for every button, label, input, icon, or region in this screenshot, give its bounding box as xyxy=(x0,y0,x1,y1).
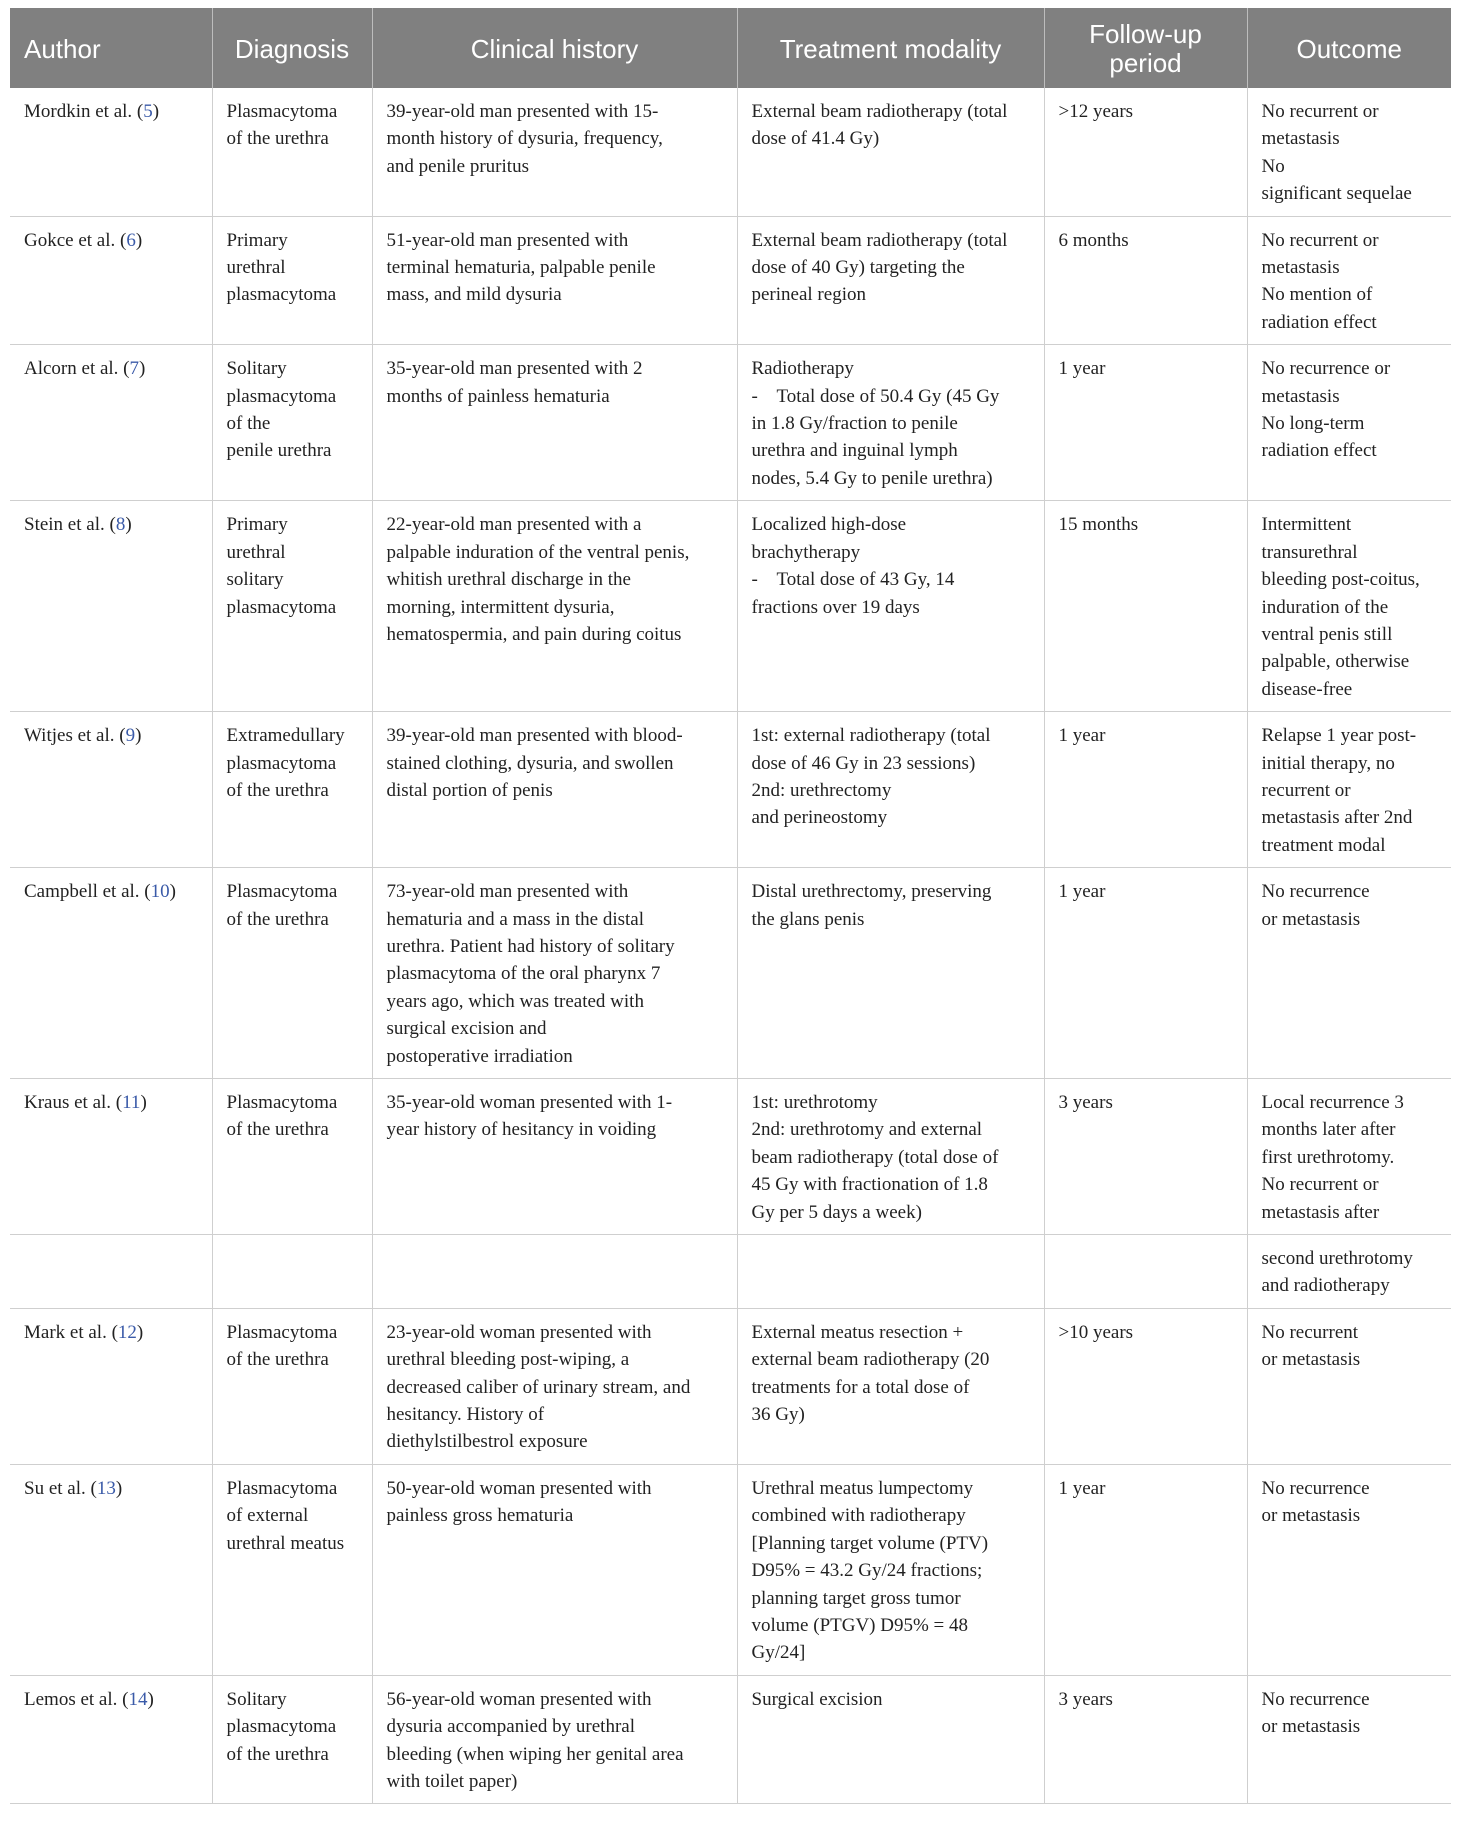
outcome-line: metastasis after 2nd xyxy=(1261,807,1413,829)
treatment-modality-line: 36 Gy) xyxy=(751,1404,805,1426)
reference-close-paren: ) xyxy=(147,1688,154,1710)
treatment-modality-line: and perineostomy xyxy=(751,807,888,829)
treatment-modality-line: D95% = 43.2 Gy/24 fractions; xyxy=(751,1560,983,1582)
author-name: Witjes et al. ( xyxy=(24,725,126,747)
diagnosis-line: of the urethra xyxy=(226,908,329,930)
diagnosis-line: plasmacytoma xyxy=(226,385,337,407)
outcome-line: Local recurrence 3 xyxy=(1261,1092,1404,1113)
treatment-modality-line: planning target gross tumor xyxy=(751,1587,961,1609)
cell-diagnosis xyxy=(212,345,372,501)
reference-close-paren: ) xyxy=(152,101,160,122)
cell-follow-up-period xyxy=(1044,88,1247,216)
outcome-line: second urethrotomy xyxy=(1261,1248,1413,1270)
treatment-modality-line: - Total dose of 43 Gy, 14 xyxy=(751,569,955,591)
diagnosis-line: Plasmacytoma xyxy=(226,1321,338,1343)
treatment-modality-line: nodes, 5.4 Gy to penile urethra) xyxy=(751,467,993,489)
diagnosis-line: of the urethra xyxy=(226,1349,329,1371)
follow-up-period-line: 3 years xyxy=(1058,1092,1113,1113)
cell-follow-up-period xyxy=(1044,1308,1247,1464)
treatment-modality-line: [Planning target volume (PTV) xyxy=(751,1532,989,1554)
cell-diagnosis xyxy=(212,712,372,868)
treatment-modality-line: the glans penis xyxy=(751,908,865,930)
clinical-history-line: urethral bleeding post-wiping, a xyxy=(386,1349,630,1371)
outcome-line: Intermittent xyxy=(1261,514,1352,536)
cell-diagnosis xyxy=(212,868,372,1079)
treatment-modality-line: 1st: urethrotomy xyxy=(751,1092,878,1113)
cell-outcome xyxy=(1247,88,1451,216)
diagnosis-line: plasmacytoma xyxy=(226,1716,337,1738)
outcome-line: No mention of xyxy=(1261,284,1373,306)
treatment-modality-line: combined with radiotherapy xyxy=(751,1505,966,1527)
clinical-history-line: 35-year-old man presented with 2 xyxy=(386,358,643,380)
cell-diagnosis xyxy=(212,1079,372,1235)
reference-link[interactable]: 8 xyxy=(115,514,126,536)
cell-treatment-modality xyxy=(737,216,1044,345)
outcome-line: Relapse 1 year post- xyxy=(1261,725,1417,747)
author-name: Stein et al. ( xyxy=(24,514,116,536)
clinical-history-line: hematospermia, and pain during coitus xyxy=(386,623,682,645)
reference-close-paren: ) xyxy=(115,1477,123,1499)
treatment-modality-line: 2nd: urethrotomy and external xyxy=(751,1119,983,1141)
table-row xyxy=(10,345,1451,501)
cell-author xyxy=(10,216,212,345)
outcome-line: bleeding post-coitus, xyxy=(1261,569,1420,591)
treatment-modality-line: volume (PTGV) D95% = 48 xyxy=(751,1614,969,1636)
diagnosis-line: of external xyxy=(226,1505,309,1527)
diagnosis-line: of the urethra xyxy=(226,1119,329,1141)
cell-outcome xyxy=(1247,1675,1451,1804)
cell-diagnosis xyxy=(212,88,372,216)
treatment-modality-line: dose of 40 Gy) targeting the xyxy=(751,257,965,279)
treatment-modality-line: urethra and inguinal lymph xyxy=(751,440,958,462)
clinical-history-line: stained clothing, dysuria, and swollen xyxy=(386,752,674,774)
clinical-history-line: hesitancy. History of xyxy=(386,1404,545,1426)
reference-link[interactable]: 5 xyxy=(143,101,153,122)
treatment-modality-line: External beam radiotherapy (total xyxy=(751,101,1008,122)
clinical-history-line: morning, intermittent dysuria, xyxy=(386,596,615,618)
cell-author xyxy=(10,1308,212,1464)
outcome-line: metastasis xyxy=(1261,257,1340,279)
reference-link[interactable]: 13 xyxy=(96,1477,116,1499)
cell-treatment-modality xyxy=(737,712,1044,868)
cell-author xyxy=(10,88,212,216)
cell-outcome xyxy=(1247,345,1451,501)
column-header-author: Author xyxy=(10,8,212,88)
table-row xyxy=(10,216,1451,345)
table-row xyxy=(10,868,1451,1079)
column-header-outcome: Outcome xyxy=(1247,8,1451,88)
cell-clinical-history xyxy=(372,1235,737,1309)
diagnosis-line: plasmacytoma xyxy=(226,596,337,618)
author-name: Kraus et al. ( xyxy=(24,1092,123,1113)
clinical-history-line: 39-year-old man presented with blood- xyxy=(386,725,683,747)
clinical-history-line: distal portion of penis xyxy=(386,779,553,801)
outcome-line: induration of the xyxy=(1261,596,1389,618)
outcome-line: initial therapy, no xyxy=(1261,752,1395,774)
cell-outcome xyxy=(1247,868,1451,1079)
diagnosis-line: urethral meatus xyxy=(226,1532,345,1554)
diagnosis-line: of the urethra xyxy=(226,1743,329,1765)
cell-diagnosis xyxy=(212,1308,372,1464)
table-row xyxy=(10,1675,1451,1804)
clinical-history-line: hematuria and a mass in the distal xyxy=(386,908,644,930)
cell-clinical-history xyxy=(372,216,737,345)
treatment-modality-line: Urethral meatus lumpectomy xyxy=(751,1477,974,1499)
clinical-history-line: 51-year-old man presented with xyxy=(386,229,629,251)
clinical-history-line: months of painless hematuria xyxy=(386,385,610,407)
reference-close-paren: ) xyxy=(125,514,132,536)
outcome-line: No recurrent xyxy=(1261,1321,1359,1343)
outcome-line: recurrent or xyxy=(1261,779,1351,801)
cell-clinical-history xyxy=(372,88,737,216)
outcome-line: palpable, otherwise xyxy=(1261,651,1410,673)
clinical-history-line: 50-year-old woman presented with xyxy=(386,1477,652,1499)
cell-treatment-modality xyxy=(737,1464,1044,1675)
reference-close-paren: ) xyxy=(140,1092,147,1113)
treatment-modality-line: Distal urethrectomy, preserving xyxy=(751,881,992,903)
author-name: Mark et al. ( xyxy=(24,1321,118,1343)
treatment-modality-line: Localized high-dose xyxy=(751,514,907,536)
cell-author xyxy=(10,868,212,1079)
author-name: Alcorn et al. ( xyxy=(24,358,130,380)
diagnosis-line: Solitary xyxy=(226,358,287,380)
follow-up-period-line: 3 years xyxy=(1058,1688,1113,1710)
outcome-line: ventral penis still xyxy=(1261,623,1393,645)
outcome-line: or metastasis xyxy=(1261,1505,1361,1527)
outcome-line: or metastasis xyxy=(1261,908,1361,930)
clinical-history-line: mass, and mild dysuria xyxy=(386,284,562,306)
reference-link[interactable]: 9 xyxy=(125,725,136,747)
diagnosis-line: penile urethra xyxy=(226,440,332,462)
reference-link[interactable]: 12 xyxy=(117,1321,137,1343)
outcome-line: months later after xyxy=(1261,1119,1396,1141)
cell-clinical-history xyxy=(372,712,737,868)
cell-outcome xyxy=(1247,712,1451,868)
treatment-modality-line: 1st: external radiotherapy (total xyxy=(751,725,991,747)
column-header-clinical-history: Clinical history xyxy=(372,8,737,88)
diagnosis-line: plasmacytoma xyxy=(226,284,337,306)
table-body xyxy=(10,88,1451,1804)
cell-author xyxy=(10,345,212,501)
diagnosis-line: Primary xyxy=(226,514,288,536)
follow-up-period-line: 1 year xyxy=(1058,1477,1106,1499)
author-name: Gokce et al. ( xyxy=(24,229,127,251)
cell-treatment-modality xyxy=(737,88,1044,216)
treatment-modality-line: fractions over 19 days xyxy=(751,596,920,618)
diagnosis-line: Extramedullary xyxy=(226,725,345,747)
cell-diagnosis xyxy=(212,1464,372,1675)
table-row xyxy=(10,1464,1451,1675)
cell-follow-up-period xyxy=(1044,1675,1247,1804)
follow-up-period-line: >10 years xyxy=(1058,1321,1134,1343)
cell-follow-up-period xyxy=(1044,1464,1247,1675)
treatment-modality-line: in 1.8 Gy/fraction to penile xyxy=(751,413,958,435)
diagnosis-line: Plasmacytoma xyxy=(226,1092,338,1113)
clinical-history-line: diethylstilbestrol exposure xyxy=(386,1431,588,1453)
clinical-history-line: whitish urethral discharge in the xyxy=(386,569,631,591)
clinical-history-line: urethra. Patient had history of solitary xyxy=(386,935,675,957)
cell-outcome xyxy=(1247,501,1451,712)
follow-up-period-line: 1 year xyxy=(1058,725,1106,747)
treatment-modality-line: Gy/24] xyxy=(751,1642,806,1664)
diagnosis-line: Solitary xyxy=(226,1688,287,1710)
cell-treatment-modality xyxy=(737,868,1044,1079)
cell-author xyxy=(10,501,212,712)
cell-clinical-history xyxy=(372,501,737,712)
clinical-history-line: painless gross hematuria xyxy=(386,1505,574,1527)
clinical-history-line: with toilet paper) xyxy=(386,1770,518,1792)
cell-diagnosis xyxy=(212,216,372,345)
author-name: Campbell et al. ( xyxy=(24,881,151,903)
outcome-line: No recurrence xyxy=(1261,1688,1370,1710)
reference-link[interactable]: 10 xyxy=(150,881,170,903)
diagnosis-line: of the xyxy=(226,413,271,435)
clinical-history-line: 22-year-old man presented with a xyxy=(386,514,642,536)
cell-follow-up-period xyxy=(1044,868,1247,1079)
outcome-line: first urethrotomy. xyxy=(1261,1146,1395,1168)
treatment-modality-line: perineal region xyxy=(751,284,866,306)
cell-author xyxy=(10,1235,212,1309)
diagnosis-line: Plasmacytoma xyxy=(226,101,338,122)
reference-close-paren: ) xyxy=(135,725,142,747)
outcome-line: radiation effect xyxy=(1261,311,1377,333)
follow-up-period-line: 1 year xyxy=(1058,358,1106,380)
treatment-modality-line: treatments for a total dose of xyxy=(751,1376,970,1398)
reference-close-paren: ) xyxy=(135,229,143,251)
cell-clinical-history xyxy=(372,1308,737,1464)
cell-follow-up-period xyxy=(1044,501,1247,712)
reference-close-paren: ) xyxy=(136,1321,144,1343)
table-row xyxy=(10,501,1451,712)
treatment-modality-line: dose of 46 Gy in 23 sessions) xyxy=(751,752,976,774)
clinical-history-line: palpable induration of the ventral penis, xyxy=(386,541,690,563)
author-name: Mordkin et al. ( xyxy=(24,101,144,122)
diagnosis-line: urethral xyxy=(226,257,286,279)
clinical-history-line: plasmacytoma of the oral pharynx 7 xyxy=(386,963,661,985)
clinical-history-line: year history of hesitancy in voiding xyxy=(386,1119,657,1141)
outcome-line: No xyxy=(1261,155,1285,177)
clinical-history-line: 56-year-old woman presented with xyxy=(386,1688,652,1710)
follow-up-period-line: 15 months xyxy=(1058,514,1139,536)
cell-follow-up-period xyxy=(1044,1079,1247,1235)
outcome-line: No recurrence xyxy=(1261,881,1370,903)
cell-treatment-modality xyxy=(737,501,1044,712)
diagnosis-line: Plasmacytoma xyxy=(226,1477,338,1499)
treatment-modality-line: external beam radiotherapy (20 xyxy=(751,1349,990,1371)
cell-author xyxy=(10,712,212,868)
cell-author xyxy=(10,1464,212,1675)
clinical-history-line: bleeding (when wiping her genital area xyxy=(386,1743,684,1765)
reference-link[interactable]: 14 xyxy=(128,1688,148,1710)
outcome-line: No recurrence or xyxy=(1261,358,1391,380)
table-header-row xyxy=(10,8,1451,88)
cell-follow-up-period xyxy=(1044,216,1247,345)
table-row xyxy=(10,712,1451,868)
treatment-modality-line: Radiotherapy xyxy=(751,358,854,380)
clinical-history-line: 23-year-old woman presented with xyxy=(386,1321,652,1343)
treatment-modality-line: brachytherapy xyxy=(751,541,861,563)
cell-clinical-history xyxy=(372,345,737,501)
cell-clinical-history xyxy=(372,1675,737,1804)
diagnosis-line: plasmacytoma xyxy=(226,752,337,774)
cell-author xyxy=(10,1675,212,1804)
reference-close-paren: ) xyxy=(169,881,176,903)
cell-follow-up-period xyxy=(1044,345,1247,501)
clinical-history-line: dysuria accompanied by urethral xyxy=(386,1716,635,1738)
cell-follow-up-period xyxy=(1044,1235,1247,1309)
reference-link[interactable]: 11 xyxy=(122,1092,141,1113)
outcome-line: metastasis after xyxy=(1261,1201,1380,1223)
treatment-modality-line: External meatus resection + xyxy=(751,1321,964,1343)
cell-clinical-history xyxy=(372,868,737,1079)
cell-treatment-modality xyxy=(737,1235,1044,1309)
cell-diagnosis xyxy=(212,1235,372,1309)
cell-outcome xyxy=(1247,1464,1451,1675)
cell-treatment-modality xyxy=(737,345,1044,501)
outcome-line: transurethral xyxy=(1261,541,1358,563)
outcome-line: metastasis xyxy=(1261,128,1340,150)
treatment-modality-line: 2nd: urethrectomy xyxy=(751,779,892,801)
outcome-line: or metastasis xyxy=(1261,1349,1361,1371)
cell-outcome xyxy=(1247,1235,1451,1309)
cell-author xyxy=(10,1079,212,1235)
treatment-modality-line: External beam radiotherapy (total xyxy=(751,229,1008,251)
treatment-modality-line: Surgical excision xyxy=(751,1688,883,1710)
treatment-modality-line: 45 Gy with fractionation of 1.8 xyxy=(751,1174,988,1196)
outcome-line: No recurrent or xyxy=(1261,1174,1379,1196)
cell-clinical-history xyxy=(372,1079,737,1235)
outcome-line: treatment modal xyxy=(1261,834,1386,856)
outcome-line: or metastasis xyxy=(1261,1716,1361,1738)
outcome-line: No recurrence xyxy=(1261,1477,1370,1499)
clinical-history-line: 35-year-old woman presented with 1- xyxy=(386,1092,673,1113)
clinical-history-line: surgical excision and xyxy=(386,1018,547,1040)
diagnosis-line: Plasmacytoma xyxy=(226,881,338,903)
table-row xyxy=(10,1308,1451,1464)
column-header-treatment-modality: Treatment modality xyxy=(737,8,1044,88)
diagnosis-line: Primary xyxy=(226,229,288,251)
diagnosis-line: solitary xyxy=(226,569,284,591)
cell-outcome xyxy=(1247,1308,1451,1464)
table-row xyxy=(10,88,1451,216)
outcome-line: metastasis xyxy=(1261,385,1340,407)
treatment-modality-line: dose of 41.4 Gy) xyxy=(751,128,880,150)
literature-review-table xyxy=(10,8,1451,1804)
author-name: Lemos et al. ( xyxy=(24,1688,129,1710)
table-row xyxy=(10,1235,1451,1309)
follow-up-period-line: >12 years xyxy=(1058,101,1134,122)
outcome-line: radiation effect xyxy=(1261,440,1377,462)
cell-outcome xyxy=(1247,216,1451,345)
treatment-modality-line: beam radiotherapy (total dose of xyxy=(751,1146,999,1168)
outcome-line: significant sequelae xyxy=(1261,183,1412,205)
cell-treatment-modality xyxy=(737,1675,1044,1804)
cell-treatment-modality xyxy=(737,1308,1044,1464)
cell-diagnosis xyxy=(212,1675,372,1804)
clinical-history-line: years ago, which was treated with xyxy=(386,990,644,1012)
column-header-follow-up-period: Follow-up period xyxy=(1044,8,1247,88)
clinical-history-line: month history of dysuria, frequency, xyxy=(386,128,663,150)
outcome-line: disease-free xyxy=(1261,678,1353,700)
table-row xyxy=(10,1079,1451,1235)
diagnosis-line: of the urethra xyxy=(226,779,329,801)
clinical-history-line: decreased caliber of urinary stream, and xyxy=(386,1376,691,1398)
cell-outcome xyxy=(1247,1079,1451,1235)
follow-up-period-line: 6 months xyxy=(1058,229,1129,251)
outcome-line: No recurrent or xyxy=(1261,101,1379,122)
column-header-diagnosis: Diagnosis xyxy=(212,8,372,88)
clinical-history-line: 73-year-old man presented with xyxy=(386,881,629,903)
author-name: Su et al. ( xyxy=(24,1477,97,1499)
literature-table-container xyxy=(10,8,1451,1804)
clinical-history-line: postoperative irradiation xyxy=(386,1045,573,1067)
reference-link[interactable]: 6 xyxy=(126,229,136,251)
outcome-line: No long-term xyxy=(1261,413,1365,435)
cell-clinical-history xyxy=(372,1464,737,1675)
outcome-line: No recurrent or xyxy=(1261,229,1379,251)
clinical-history-line: and penile pruritus xyxy=(386,155,529,177)
follow-up-period-line: 1 year xyxy=(1058,881,1106,903)
clinical-history-line: terminal hematuria, palpable penile xyxy=(386,257,656,279)
diagnosis-line: of the urethra xyxy=(226,128,329,150)
reference-link[interactable]: 7 xyxy=(129,358,140,380)
cell-diagnosis xyxy=(212,501,372,712)
reference-close-paren: ) xyxy=(139,358,146,380)
clinical-history-line: 39-year-old man presented with 15- xyxy=(386,101,659,122)
outcome-line: and radiotherapy xyxy=(1261,1275,1390,1297)
treatment-modality-line: - Total dose of 50.4 Gy (45 Gy xyxy=(751,385,1000,407)
diagnosis-line: urethral xyxy=(226,541,286,563)
cell-follow-up-period xyxy=(1044,712,1247,868)
cell-treatment-modality xyxy=(737,1079,1044,1235)
treatment-modality-line: Gy per 5 days a week) xyxy=(751,1201,922,1223)
